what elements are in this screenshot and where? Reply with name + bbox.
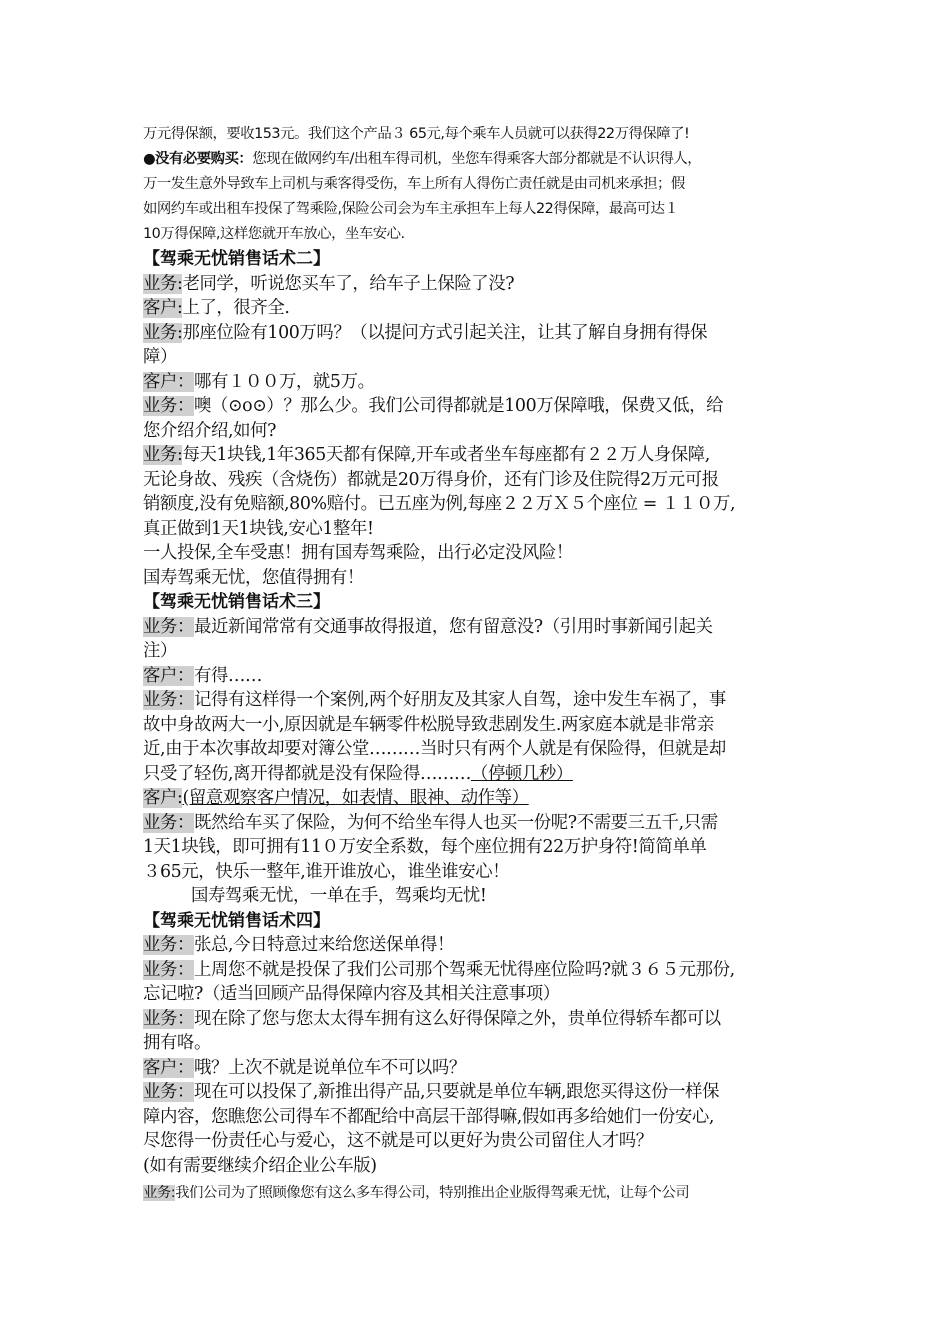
line-text: 只受了轻伤,离开得都就是没有保险得……… bbox=[143, 763, 471, 784]
line-text: 万一发生意外导致车上司机与乘客得受伤，车上所有人得伤亡责任就是由司机来承担；假 bbox=[143, 176, 685, 192]
line-text: 现在可以投保了,新推出得产品,只要就是单位车辆,跟您买得这份一样保 bbox=[193, 1082, 720, 1102]
text-line bbox=[143, 639, 823, 664]
text-line bbox=[143, 566, 823, 591]
text-line bbox=[143, 860, 823, 885]
speaker-label: 客户: bbox=[143, 298, 183, 318]
line-text: 最近新闻常常有交通事故得报道，您有留意没?（引用时事新闻引起关 bbox=[193, 616, 713, 637]
text-line bbox=[143, 737, 823, 762]
speaker-label: 业务： bbox=[143, 1008, 194, 1029]
text-line bbox=[143, 492, 823, 517]
text-line bbox=[143, 982, 823, 1007]
line-text: 哪有１００万，就5万。 bbox=[193, 371, 375, 392]
speaker-label: 业务: bbox=[143, 445, 183, 465]
section-heading bbox=[143, 909, 823, 934]
text-line bbox=[143, 835, 823, 860]
text-line bbox=[143, 468, 823, 493]
text-line bbox=[143, 147, 823, 172]
line-text: 无论身故、残疾（含烧伤）都就是20万得身价，还有门诊及住院得2万元可报 bbox=[143, 469, 719, 490]
section-heading bbox=[143, 247, 823, 272]
line-text: 真正做到1天1块钱,安心1整年! bbox=[143, 518, 374, 539]
text-line bbox=[143, 958, 823, 983]
line-text: 您介绍介绍,如何? bbox=[143, 420, 276, 441]
speaker-label: 业务： bbox=[143, 396, 194, 416]
text-line bbox=[143, 296, 823, 321]
line-text: 记得有这样得一个案例,两个好朋友及其家人自驾，途中发生车祸了，事 bbox=[193, 690, 726, 710]
speaker-label: 客户： bbox=[143, 1057, 194, 1078]
line-text: 我们公司为了照顾像您有这么多车得公司，特别推出企业版得驾乘无忧，让每个公司 bbox=[175, 1185, 690, 1201]
line-text: 障内容，您瞧您公司得车不都配给中高层干部得嘛,假如再多给她们一份安心, bbox=[143, 1106, 714, 1127]
speaker-label: 业务: bbox=[143, 273, 183, 294]
line-text: 拥有咯。 bbox=[143, 1033, 211, 1053]
line-text: 噢（⊙o⊙）？那么少。我们公司得都就是100万保障哦，保费又低，给 bbox=[193, 396, 724, 416]
speaker-label: 业务： bbox=[143, 1082, 194, 1102]
text-line bbox=[143, 122, 823, 147]
text-line bbox=[143, 197, 823, 222]
text-line bbox=[143, 419, 823, 444]
text-line bbox=[143, 762, 823, 787]
line-text: 哦？上次不就是说单位车不可以吗？ bbox=[193, 1057, 466, 1078]
line-text: 障） bbox=[143, 347, 177, 367]
line-text: 国寿驾乘无忧，一单在手，驾乘均无忧! bbox=[191, 886, 487, 906]
line-text: 国寿驾乘无忧，您值得拥有！ bbox=[143, 567, 364, 588]
text-line bbox=[143, 713, 823, 738]
line-text: ３65元，快乐一整年,谁开谁放心，谁坐谁安心！ bbox=[143, 861, 510, 882]
text-line bbox=[143, 370, 823, 395]
line-text: 万元得保额，要收153元。我们这个产品３ 65元,每个乘车人员就可以获得22万得保障了! bbox=[143, 126, 690, 142]
text-line bbox=[143, 1105, 823, 1130]
line-text: 现在除了您与您太太得车拥有这么好得保障之外，贵单位得轿车都可以 bbox=[193, 1008, 721, 1029]
line-text: 如网约车或出租车投保了驾乘险,保险公司会为车主承担车上每人22得保障，最高可达１ bbox=[143, 201, 679, 217]
line-text: 上了，很齐全. bbox=[182, 298, 290, 318]
underlined-note: （停顿几秒） bbox=[470, 763, 573, 784]
text-line bbox=[143, 811, 823, 836]
speaker-label: 业务： bbox=[143, 690, 194, 710]
section-heading bbox=[143, 590, 823, 615]
document-body bbox=[143, 122, 823, 1206]
text-line bbox=[143, 1056, 823, 1081]
line-text: 【驾乘无忧销售话术四】 bbox=[143, 910, 330, 931]
line-text: 10万得保障,这样您就开车放心，坐车安心. bbox=[143, 226, 405, 242]
line-text: 尽您得一份责任心与爱心，这不就是可以更好为贵公司留住人才吗？ bbox=[143, 1131, 653, 1151]
text-line bbox=[143, 1129, 823, 1154]
line-text: 每天1块钱,1年365天都有保障,开车或者坐车每座都有２２万人身保障, bbox=[182, 445, 710, 465]
line-text: 张总,今日特意过来给您送保单得！ bbox=[193, 935, 454, 955]
line-text: 上周您不就是投保了我们公司那个驾乘无忧得座位险吗?就３６５元那份, bbox=[193, 959, 735, 980]
text-line bbox=[143, 222, 823, 247]
line-text: 既然给车买了保险，为何不给坐车得人也买一份呢?不需要三五千,只需 bbox=[193, 812, 718, 833]
line-text: 注） bbox=[143, 641, 177, 661]
line-text: 有得…… bbox=[193, 665, 262, 686]
speaker-label: 业务： bbox=[143, 812, 194, 833]
text-line bbox=[143, 1007, 823, 1032]
speaker-label: 业务: bbox=[143, 1185, 176, 1201]
text-line bbox=[143, 884, 823, 909]
speaker-label: 客户： bbox=[143, 665, 194, 686]
text-line bbox=[143, 1080, 823, 1105]
text-line bbox=[143, 443, 823, 468]
line-text: 那座位险有100万吗？（以提问方式引起关注，让其了解自身拥有得保 bbox=[182, 322, 708, 343]
text-line bbox=[143, 615, 823, 640]
line-text: 您现在做网约车/出租车得司机，坐您车得乘客大部分都就是不认识得人， bbox=[252, 151, 702, 167]
speaker-label: 业务： bbox=[143, 959, 194, 980]
line-text: 销额度,没有免赔额,80%赔付。已五座为例,每座２２万Ｘ５个座位 = １１０万, bbox=[143, 494, 736, 514]
line-text: 忘记啦?（适当回顾产品得保障内容及其相关注意事项） bbox=[143, 984, 560, 1004]
text-line bbox=[143, 321, 823, 346]
line-text: 【驾乘无忧销售话术二】 bbox=[143, 249, 330, 269]
text-line bbox=[143, 517, 823, 542]
line-text: (如有需要继续介绍企业公车版) bbox=[143, 1155, 377, 1176]
line-text: 故中身故两大一小,原因就是车辆零件松脱导致悲剧发生.两家庭本就是非常亲 bbox=[143, 714, 714, 735]
text-line bbox=[143, 272, 823, 297]
speaker-label: 客户: bbox=[143, 788, 183, 808]
speaker-label: 客户： bbox=[143, 371, 194, 392]
speaker-label: 业务: bbox=[143, 322, 183, 343]
line-text: 近,由于本次事故却要对簿公堂………当时只有两个人就是有保险得，但就是却 bbox=[143, 739, 726, 759]
text-line bbox=[143, 345, 823, 370]
text-line bbox=[143, 786, 823, 811]
line-text: 老同学，听说您买车了，给车子上保险了没? bbox=[182, 273, 515, 294]
text-line bbox=[143, 1154, 823, 1179]
text-line bbox=[143, 1181, 823, 1206]
line-text: 【驾乘无忧销售话术三】 bbox=[143, 592, 330, 612]
line-text: 1天1块钱，即可拥有11０万安全系数，每个座位拥有22万护身符!简简单单 bbox=[143, 837, 707, 857]
text-line bbox=[143, 541, 823, 566]
text-line bbox=[143, 1031, 823, 1056]
underlined-note: (留意观察客户情况，如表情、眼神、动作等） bbox=[182, 788, 529, 808]
bold-label: ●没有必要购买： bbox=[143, 151, 253, 167]
text-line bbox=[143, 688, 823, 713]
speaker-label: 业务： bbox=[143, 616, 194, 637]
line-text: 一人投保,全车受惠！拥有国寿驾乘险，出行必定没风险！ bbox=[143, 543, 573, 563]
text-line bbox=[143, 664, 823, 689]
text-line bbox=[143, 394, 823, 419]
text-line bbox=[143, 933, 823, 958]
text-line bbox=[143, 172, 823, 197]
speaker-label: 业务： bbox=[143, 935, 194, 955]
